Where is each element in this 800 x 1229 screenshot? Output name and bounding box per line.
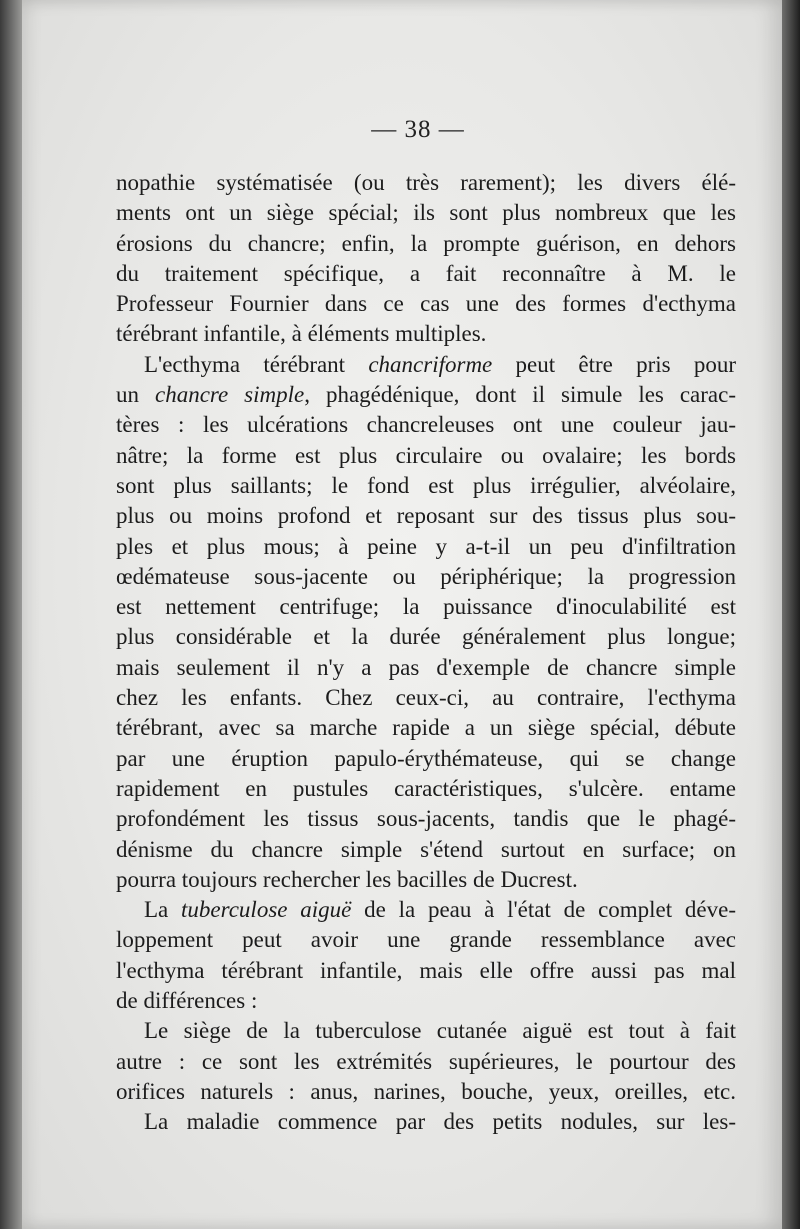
text-line: profondément les tissus sous-jacents, tandis que le phagé- <box>116 806 736 832</box>
text-line: plus considérable et la durée généralement plus longue; <box>116 624 736 650</box>
italic-term: chancriforme <box>368 351 493 377</box>
paragraph <box>116 1016 736 1107</box>
text-line: nopathie systématisée (ou très rarement); les divers élé- <box>116 170 736 195</box>
paragraph <box>116 350 736 895</box>
text-line: de différences : <box>116 988 258 1014</box>
text-line: du traitement spécifique, a fait reconnaître à M. le <box>116 260 736 286</box>
text-line: autre : ce sont les extrémités supérieures, le pourtour des <box>116 1048 736 1074</box>
text-line: érosions du chancre; enfin, la prompte guérison, en dehors <box>116 230 736 256</box>
text-line: Professeur Fournier dans ce cas une des formes d'ecthyma <box>116 291 736 317</box>
text-line: l'ecthyma térébrant infantile, mais elle offre aussi pas mal <box>116 957 736 983</box>
text-line: Le siège de la tuberculose cutanée aiguë est tout à fait <box>144 1018 736 1044</box>
text-line: est nettement centrifuge; la puissance d'inoculabilité est <box>116 594 736 620</box>
text-line: chez les enfants. Chez ceux-ci, au contraire, l'ecthyma <box>116 685 736 711</box>
text-line: dénisme du chancre simple s'étend surtout en surface; on <box>116 836 736 862</box>
text-line: œdémateuse sous-jacente ou périphérique; la progression <box>116 563 736 589</box>
text-line: L'ecthyma térébrant chancriforme peut être pris pour <box>144 351 737 377</box>
text-line: par une éruption papulo-érythémateuse, qui se change <box>116 745 736 771</box>
body-text <box>116 168 736 1138</box>
text-line: mais seulement il n'y a pas d'exemple de chancre simple <box>116 654 736 680</box>
page-edge-shadow <box>782 0 800 1229</box>
text-line: ples et plus mous; à peine y a-t-il un peu d'infiltration <box>116 533 736 559</box>
text-line: La maladie commence par des petits nodules, sur les- <box>144 1109 736 1135</box>
italic-term: tuberculose aiguë <box>181 897 352 923</box>
text-line: rapidement en pustules caractéristiques, s'ulcère. entame <box>116 775 736 801</box>
paragraph <box>116 1107 736 1137</box>
book-spine-shadow <box>0 0 22 1229</box>
text-line: loppement peut avoir une grande ressemblance avec <box>116 927 736 953</box>
text-line: orifices naturels : anus, narines, bouche, yeux, oreilles, etc. <box>116 1078 736 1104</box>
text-line: plus ou moins profond et reposant sur des tissus plus sou- <box>116 503 736 529</box>
paragraph <box>116 168 736 350</box>
paragraph <box>116 895 736 1016</box>
text-line: pourra toujours rechercher les bacilles de Ducrest. <box>116 866 578 892</box>
text-line: tères : les ulcérations chancreleuses ont une couleur jau- <box>116 412 736 438</box>
italic-term: chancre simple <box>154 382 305 408</box>
text-line: un chancre simple, phagédénique, dont il simule les carac- <box>116 382 736 408</box>
text-line: térébrant infantile, à éléments multiples. <box>116 321 487 347</box>
text-line: térébrant, avec sa marche rapide a un siège spécial, débute <box>116 715 736 741</box>
text-line: ments ont un siège spécial; ils sont plus nombreux que les <box>116 200 736 226</box>
page-number: — 38 — <box>371 116 465 143</box>
text-line: nâtre; la forme est plus circulaire ou ovalaire; les bords <box>116 442 736 468</box>
text-line: La tuberculose aiguë de la peau à l'état de complet déve- <box>144 897 736 923</box>
text-line: sont plus saillants; le fond est plus irrégulier, alvéolaire, <box>116 472 736 498</box>
